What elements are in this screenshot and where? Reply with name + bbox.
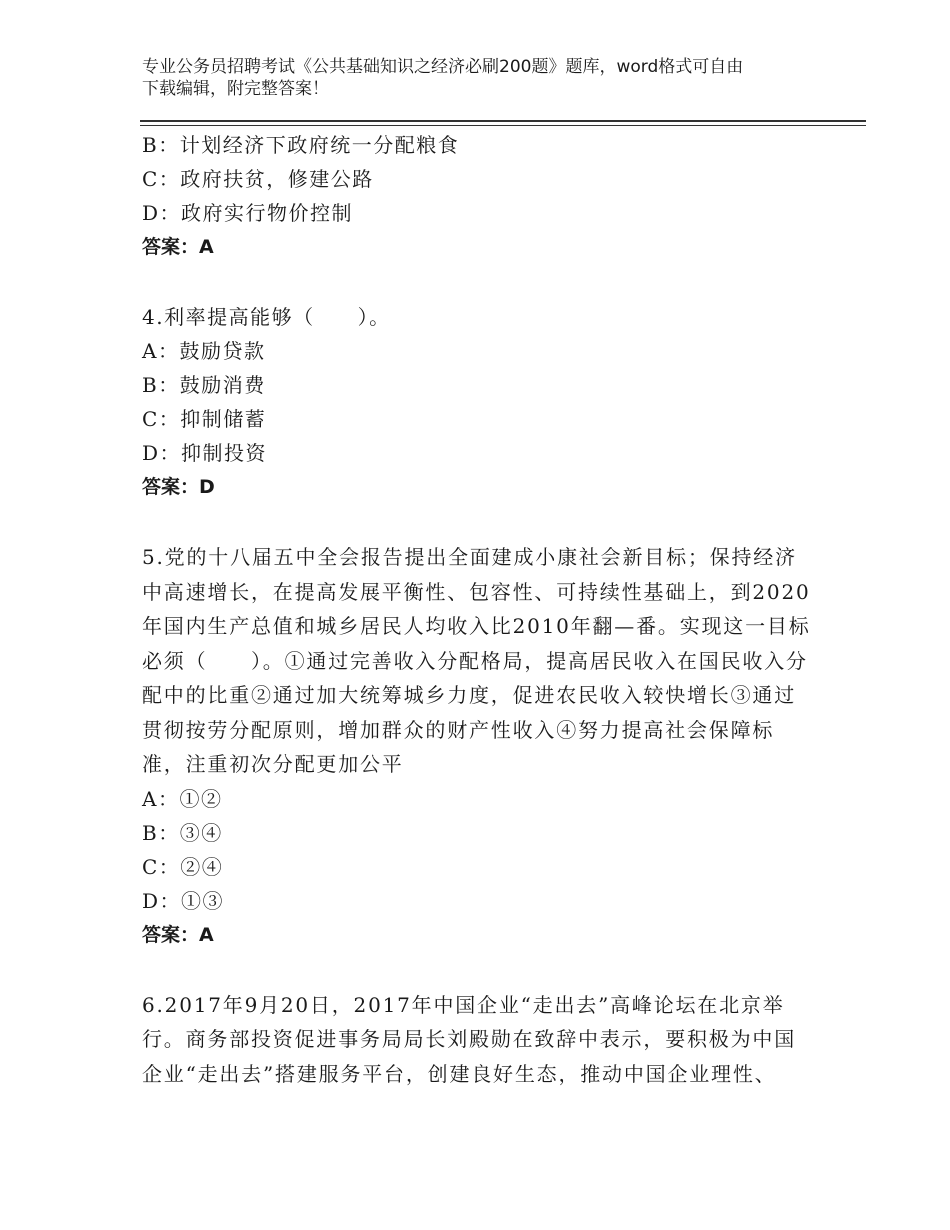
q5-question: 5.党的十八届五中全会报告提出全面建成小康社会新目标；保持经济中高速增长，在提高发展平衡性、包容性、可持续性基础上，到2020年国内生产总值和城乡居民人均收入比2010年翻—番。实现这一目标必须（ ）。①通过完善收入分配格局，提高居民收入在国民收入分配中的比重②通过加大统筹城乡力度，促进农民收入较快增长③通过贯彻按劳分配原则，增加群众的财产性收入④努力提高社会保障标准，注重初次分配更加公平 (142, 545, 811, 776)
header-rule-thin (140, 125, 866, 126)
q4-option-b: B：鼓励消费 (142, 373, 266, 397)
q4-option-d: D：抑制投资 (142, 441, 268, 465)
header-rule-thick (140, 120, 866, 122)
q4-question: 4.利率提高能够（ ）。 (142, 305, 391, 329)
header-line-1: 专业公务员招聘考试《公共基础知识之经济必刷200题》题库，word格式可自由 (142, 57, 744, 77)
document-header (142, 56, 822, 100)
spacer (142, 264, 814, 300)
q4-option-c: C：抑制储蓄 (142, 407, 267, 431)
q5-option-d: D：①③ (142, 888, 225, 913)
q3-option-d: D：政府实行物价控制 (142, 201, 354, 225)
spacer (142, 952, 814, 988)
q5-option-b: B：③④ (142, 820, 223, 845)
q5-answer: 答案：A (142, 923, 214, 946)
q3-option-c: C：政府扶贫，修建公路 (142, 167, 374, 191)
q4-answer: 答案：D (142, 476, 215, 498)
q5-option-a: A：①② (142, 786, 223, 811)
spacer (142, 504, 814, 540)
q3-answer: 答案：A (142, 236, 214, 258)
header-line-2: 下载编辑，附完整答案！ (142, 79, 329, 99)
q5-option-c: C：②④ (142, 854, 224, 879)
q6-question: 6.2017年9月20日，2017年中国企业“走出去”高峰论坛在北京举行。商务部投资促进事务局局长刘殿勋在致辞中表示，要积极为中国企业“走出去”搭建服务平台，创建良好生态，推动中国企业理性、 (142, 992, 796, 1086)
q4-option-a: A：鼓励贷款 (142, 339, 266, 363)
question-list (142, 128, 814, 1091)
q3-option-b: B：计划经济下政府统一分配粮食 (142, 133, 460, 157)
